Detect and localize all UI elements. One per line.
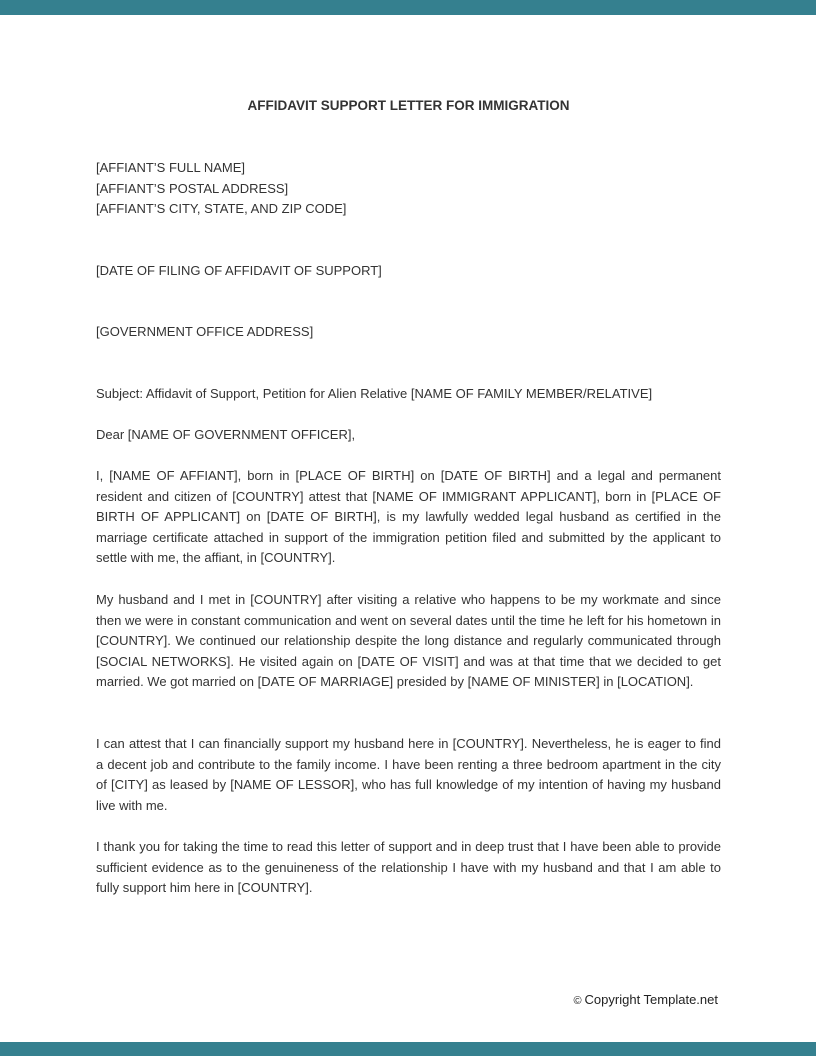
affiant-address-block: [96, 158, 721, 220]
subject-line: [96, 384, 721, 405]
recipient-address: [96, 322, 721, 343]
salutation-text: Dear [NAME OF GOVERNMENT OFFICER],: [96, 427, 356, 442]
bottom-accent-bar: [0, 1042, 816, 1056]
copyright-icon: ©: [573, 995, 582, 1007]
affiant-postal-address: [AFFIANT’S POSTAL ADDRESS]: [96, 180, 289, 196]
paragraph-4: I thank you for taking the time to read this letter of support and in deep trust that I have been able to provide sufficient evidence as to the genuineness of the relationship I have with my husband and that I am able to fully support him here in [COUNTRY].: [96, 839, 721, 896]
recipient-address-text: [GOVERNMENT OFFICE ADDRESS]: [96, 324, 314, 339]
paragraph-3: I can attest that I can financially support my husband here in [COUNTRY]. Nevertheless, he is eager to find a decent job and contribute to the family income. I have been renting a three bedroom apartment in the city of [CITY] as leased by [NAME OF LESSOR], who has full knowledge of my intention of having my husband live with me.: [96, 736, 721, 813]
copyright-footer: [573, 990, 718, 1011]
paragraph-2: My husband and I met in [COUNTRY] after visiting a relative who happens to be my workmate and since then we were in constant communication and went on several dates until the time he left for his hometown in [COUNTRY]. We continued our relationship despite the long distance and regularly communicated through [SOCIAL NETWORKS]. He visited again on [DATE OF VISIT] and was at that time that we decided to get married. We got married on [DATE OF MARRIAGE] presided by [NAME OF MINISTER] in [LOCATION].: [96, 592, 721, 690]
top-accent-bar: [0, 0, 816, 15]
affiant-city-state-zip: [AFFIANT’S CITY, STATE, AND ZIP CODE]: [96, 201, 347, 217]
document-title: AFFIDAVIT SUPPORT LETTER FOR IMMIGRATION: [247, 98, 570, 113]
affiant-name: [AFFIANT’S FULL NAME]: [96, 160, 246, 175]
filing-date-text: [DATE OF FILING OF AFFIDAVIT OF SUPPORT]: [96, 263, 382, 278]
copyright-text: Copyright Template.net: [584, 992, 718, 1007]
subject-text: Subject: Affidavit of Support, Petition for Alien Relative [NAME OF FAMILY MEMBER/RELATIVE]: [96, 386, 653, 401]
paragraph-1: I, [NAME OF AFFIANT], born in [PLACE OF BIRTH] on [DATE OF BIRTH] and a legal and permanent resident and citizen of [COUNTRY] attest that [NAME OF IMMIGRANT APPLICANT], born in [PLACE OF BIRTH OF APPLICANT] on [DATE OF BIRTH], is my lawfully wedded legal husband as certified in the marriage certificate attached in support of the immigration petition filed and submitted by the applicant to settle with me, the affiant, in [COUNTRY].: [96, 468, 721, 566]
filing-date: [96, 261, 721, 282]
salutation: [96, 425, 721, 446]
